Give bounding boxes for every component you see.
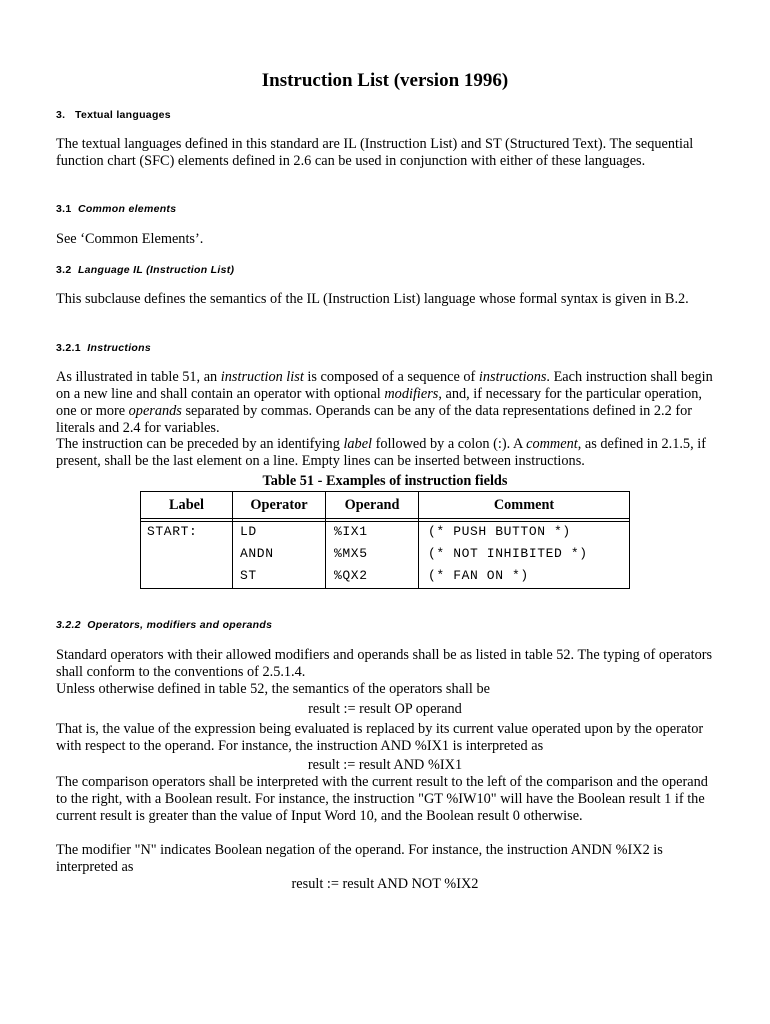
paragraph-textual-languages: The textual languages defined in this standard are IL (Instruction List) and ST (Structured Text). The sequential function chart (SFC) elements defined in 2.6 can be used in conjunction with either of these languages. [56,136,694,169]
paragraph-language-il: This subclause defines the semantics of the IL (Instruction List) language whose formal syntax is given in B.2. [56,291,689,307]
heading-title: Instructions [87,342,151,354]
formula-result-and-not: result := result AND NOT %IX2 [291,876,479,892]
term-comment: comment [526,436,578,452]
paragraph-operators-1: Standard operators with their allowed modifiers and operands shall be as listed in table 52. The typing of operators shall conform to the conventions of 2.5.1.4. [56,647,713,680]
heading-title: Language IL (Instruction List) [77,264,235,276]
cell-comment: (* NOT INHIBITED *) [428,546,588,561]
paragraph-operators-3: That is, the value of the expression being evaluated is replaced by its current value operated upon by the operator with respect to the operand. For instance, the instruction AND %IX1 is interpreted as [56,721,704,754]
cell-operator: ST [240,568,257,583]
heading-title: Common elements [77,203,177,215]
term-instruction-list: instruction list [220,369,304,385]
cell-comment: (* FAN ON *) [428,568,529,583]
text-run: is composed of a sequence of [303,369,479,385]
cell-operator: ANDN [240,546,274,561]
heading-title: Textual languages [75,109,171,121]
term-modifiers: modifiers [384,386,439,402]
heading-section-3-2-1 [56,342,151,354]
heading-section-3-2 [56,264,234,276]
heading-section-3-1 [56,203,176,215]
paragraph-comparison-operators: The comparison operators shall be interpreted with the current result to the left of the comparison and the operand to the right, with a Boolean result. For instance, the instruction "GT %IW10" will have the Boolean result 1 if the current result is greater than the value of Input Word 10, and the Boolean result 0 otherwise. [56,774,708,824]
paragraph-label-comment [56,436,718,470]
cell-comment: (* PUSH BUTTON *) [428,524,571,539]
page-title: Instruction List (version 1996) [261,70,509,91]
term-instructions: instructions [478,369,547,385]
term-label: label [343,436,373,452]
column-header-label: Label [169,497,204,513]
text-run: . Each instruction shall begin on a new line and shall contain an operator with optional [56,369,713,402]
formula-result-op-operand: result := result OP operand [308,701,462,717]
text-run: The instruction can be preceded by an identifying [56,436,344,452]
text-run: , as defined in 2.1.5, if present, shall be the last element on a line. Empty lines can be inserted between instructions. [56,436,706,469]
heading-number: 3.2 [56,264,72,276]
column-header-comment: Comment [493,497,555,513]
paragraph-operators-2: Unless otherwise defined in table 52, the semantics of the operators shall be [56,681,490,697]
column-header-operator: Operator [250,497,308,513]
formula-result-and: result := result AND %IX1 [307,757,463,773]
heading-section-3 [56,109,171,121]
heading-title: Operators, modifiers and operands [87,619,273,631]
table-caption: Table 51 - Examples of instruction fields [262,473,508,489]
heading-number: 3. [56,109,66,121]
heading-section-3-2-2 [56,619,272,631]
paragraph-instructions [56,369,718,437]
heading-number: 3.2.1 [56,342,81,354]
term-operands: operands [128,403,182,419]
paragraph-common-elements: See ‘Common Elements’. [56,231,204,247]
column-header-operand: Operand [344,497,400,513]
paragraph-modifier-n: The modifier "N" indicates Boolean negation of the operand. For instance, the instruction ANDN %IX2 is interpreted as [56,842,663,875]
text-run: separated by commas. Operands can be any of the data representations defined in 2.2 for literals and 2.4 for variables. [56,403,693,436]
cell-operand: %IX1 [334,524,368,539]
cell-operand: %QX2 [334,568,368,583]
cell-label: START: [147,524,198,539]
text-run: , and, if necessary for the particular operation, one or more [56,386,702,419]
text-run: As illustrated in table 51, an [56,369,221,385]
heading-number: 3.1 [56,203,72,215]
cell-operator: LD [240,524,257,539]
cell-operand: %MX5 [334,546,368,561]
heading-number: 3.2.2 [56,619,81,631]
text-run: followed by a colon (:). A [372,436,527,452]
